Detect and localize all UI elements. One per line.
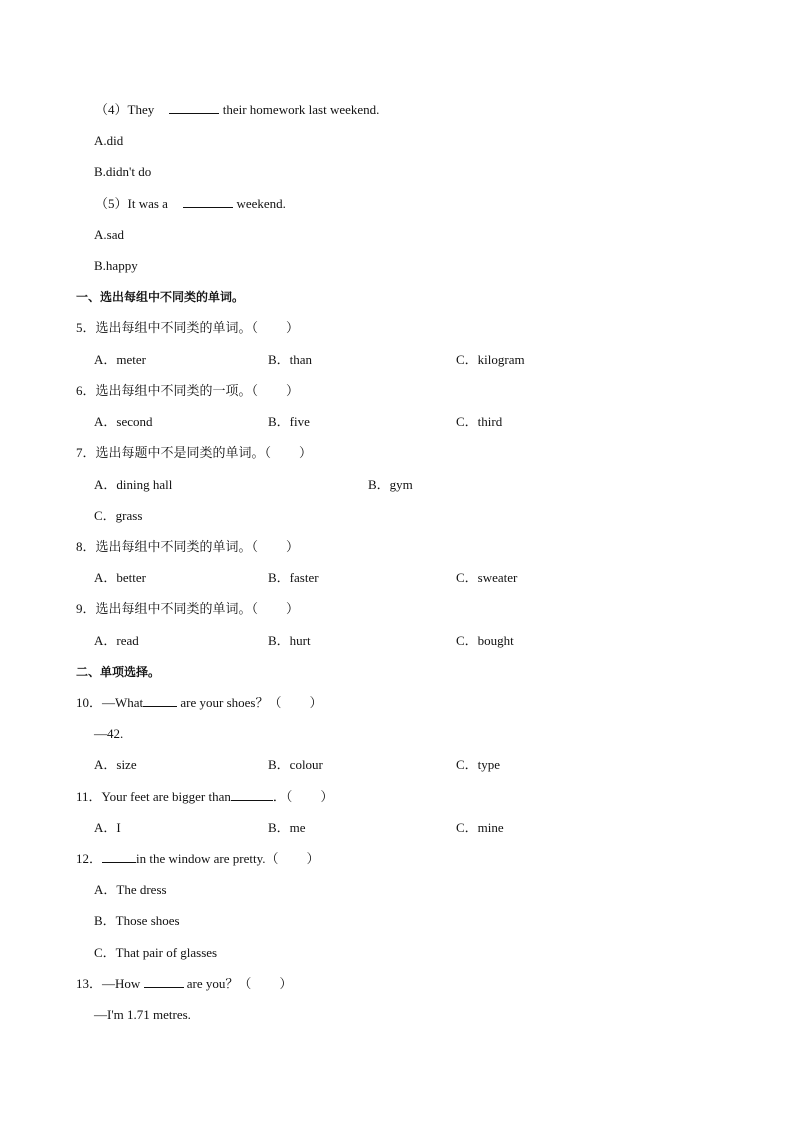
option-c: C．third [456, 414, 503, 429]
question-number: （4） [95, 102, 128, 117]
question-5-stem [95, 196, 286, 212]
option-b: B.happy [94, 258, 138, 273]
option-a: A．meter [94, 352, 146, 367]
stem-text: ） [286, 601, 300, 616]
stem-text: 9．选出每组中不同类的单词。（ [76, 601, 259, 616]
stem-text: 7．选出每题中不是同类的单词。（ [76, 445, 272, 460]
option-b: B．me [268, 820, 306, 835]
answer-blank [143, 695, 177, 707]
option-a: A.did [94, 133, 124, 148]
stem-text: 5．选出每组中不同类的单词。（ [76, 320, 259, 335]
option-a: A．second [94, 414, 153, 429]
option-c: C．kilogram [456, 352, 525, 367]
question-5 [76, 320, 299, 336]
option-b: B.didn't do [94, 164, 152, 179]
answer-blank [183, 196, 233, 208]
question-6 [76, 383, 299, 399]
question-7 [76, 445, 312, 461]
option-b: B．faster [268, 570, 319, 585]
option-c: C．That pair of glasses [94, 945, 218, 960]
stem-text: ） [286, 320, 300, 335]
question-10 [76, 695, 323, 711]
stem-text: 8．选出每组中不同类的单词。（ [76, 539, 259, 554]
option-c: C．grass [94, 508, 143, 523]
stem-text: are you？（ [183, 976, 252, 991]
option-a: A.sad [94, 227, 124, 242]
stem-text: 11．Your feet are bigger than [76, 789, 231, 804]
option-c: C．bought [456, 633, 514, 648]
stem-text: ） [306, 851, 320, 866]
option-a: A．The dress [94, 882, 167, 897]
option-b: B．five [268, 414, 310, 429]
stem-text: ） [286, 383, 300, 398]
option-a: A．read [94, 633, 139, 648]
stem-text: their homework last weekend. [219, 102, 380, 117]
question-11 [76, 789, 333, 805]
option-a: A．better [94, 570, 146, 585]
stem-text: are your shoes？（ [177, 695, 282, 710]
answer-blank [169, 102, 219, 114]
option-b: B．than [268, 352, 313, 367]
stem-text: ） [279, 976, 293, 991]
stem-text: 10．—What [76, 695, 144, 710]
stem-text: 13．—How [76, 976, 144, 991]
stem-text: ．（ [272, 789, 293, 804]
option-c: C．type [456, 757, 501, 772]
option-b: B．colour [268, 757, 323, 772]
option-b: B．Those shoes [94, 913, 180, 928]
option-a: A．I [94, 820, 121, 835]
section-heading: 二、单项选择。 [76, 665, 161, 679]
question-13 [76, 976, 292, 992]
stem-text: ） [320, 789, 334, 804]
stem-text: ） [286, 539, 300, 554]
option-a: A．dining hall [94, 477, 173, 492]
question-8 [76, 539, 299, 555]
stem-text: weekend. [233, 196, 286, 211]
stem-text: ） [309, 695, 323, 710]
answer-blank [231, 789, 273, 801]
stem-text: They [127, 102, 158, 117]
option-c: C．mine [456, 820, 504, 835]
question-number: （5） [95, 196, 128, 211]
question-12 [76, 851, 320, 867]
question-4-stem [95, 102, 379, 118]
answer-line: —42. [94, 726, 124, 741]
option-b: B．hurt [268, 633, 311, 648]
answer-line: —I'm 1.71 metres. [94, 1007, 191, 1022]
option-c: C．sweater [456, 570, 518, 585]
option-b: B．gym [368, 477, 413, 492]
answer-blank [102, 851, 136, 863]
option-a: A．size [94, 757, 137, 772]
stem-text: It was a [127, 196, 172, 211]
question-9 [76, 601, 299, 617]
section-heading: 一、选出每组中不同类的单词。 [76, 290, 245, 304]
stem-text: ） [299, 445, 313, 460]
stem-text: 6．选出每组中不同类的一项。（ [76, 383, 259, 398]
stem-text: in the window are pretty.（ [136, 851, 279, 866]
stem-text: 12． [76, 851, 103, 866]
answer-blank [144, 976, 184, 988]
